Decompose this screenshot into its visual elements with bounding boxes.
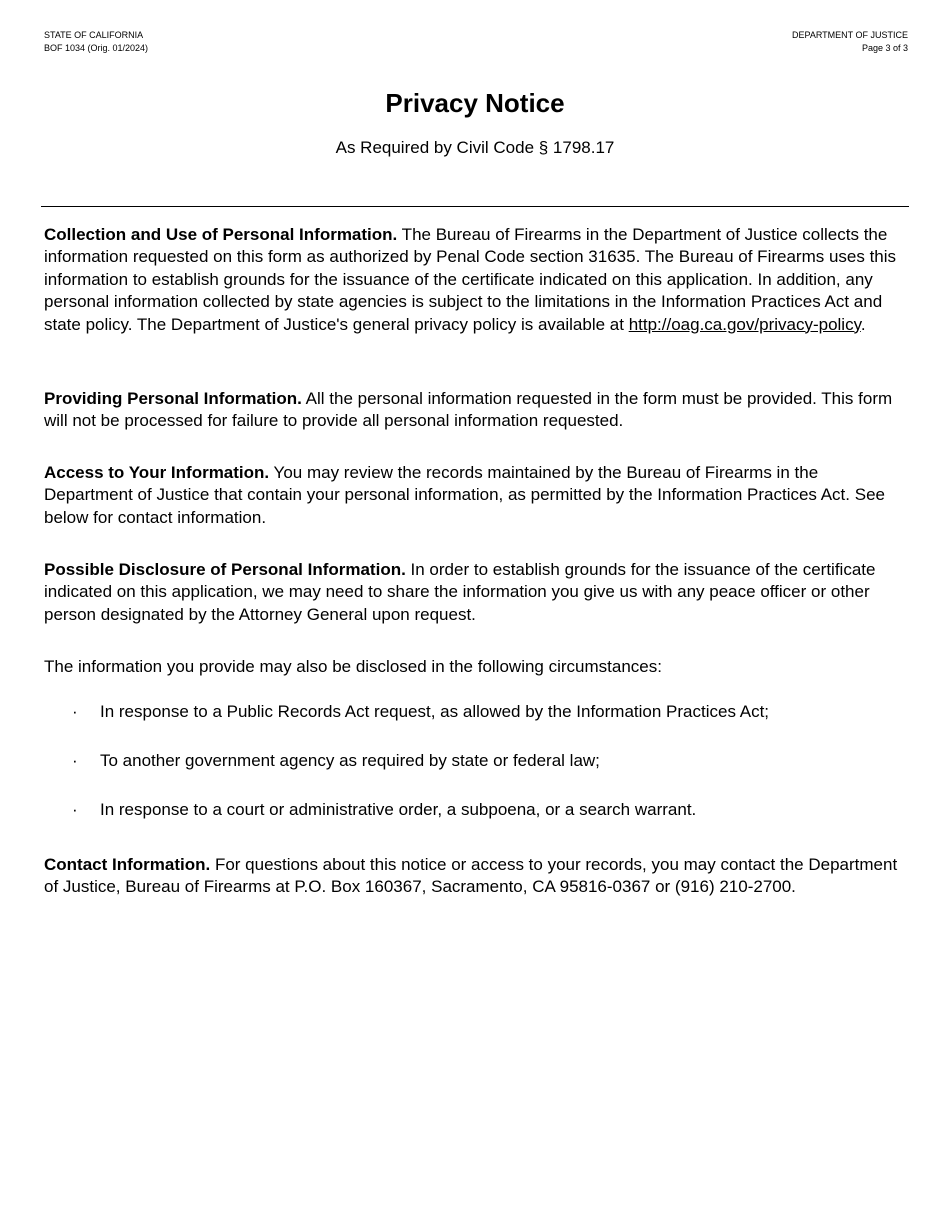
access-body: You may review the records maintained by the Bureau of Firearms in the Department of Justice that contain your personal information, as permitted by the Information Practices Act. See below for contact information. [44, 463, 885, 527]
bullet-icon: · [72, 702, 78, 721]
collection-heading: Collection and Use of Personal Information. [44, 225, 398, 244]
disclosure-heading: Possible Disclosure of Personal Information. [44, 560, 406, 579]
disclosure-section [44, 559, 908, 626]
circumstances-intro: The information you provide may also be disclosed in the following circumstances: [44, 657, 662, 676]
contact-section [44, 854, 908, 899]
page-subtitle: As Required by Civil Code § 1798.17 [335, 138, 615, 157]
form-header-right [792, 29, 908, 55]
bullet-text: In response to a court or administrative order, a subpoena, or a search warrant. [100, 800, 697, 819]
bullet-icon: · [72, 751, 78, 770]
collection-section [44, 224, 908, 336]
access-heading: Access to Your Information. [44, 463, 270, 482]
bullet-icon: · [72, 800, 78, 819]
collection-end: . [860, 314, 866, 334]
contact-body: For questions about this notice or access to your records, you may contact the Department of Justice, Bureau of Firearms at P.O. Box 160367, Sacramento, CA 95816-0367 or (916) 210-2700. [44, 855, 898, 897]
privacy-policy-link[interactable]: http://oag.ca.gov/privacy-policy [628, 314, 861, 334]
providing-body: All the personal information requested in the form must be provided. This form will not be processed for failure to provide all personal information requested. [44, 389, 893, 431]
bullet-text: In response to a Public Records Act request, as allowed by the Information Practices Act; [100, 702, 770, 721]
providing-section [44, 388, 908, 433]
form-id: BOF 1034 (Orig. 01/2024) [44, 43, 149, 53]
page-number: Page 3 of 3 [861, 43, 908, 53]
disclosure-body: In order to establish grounds for the issuance of the certificate indicated on this application, we may need to share the information you give us with any peace officer or other person designated by the Attorney General upon request. [44, 560, 876, 624]
horizontal-divider [41, 206, 909, 207]
form-header-left [44, 29, 148, 55]
state-label: STATE OF CALIFORNIA [44, 30, 144, 40]
providing-heading: Providing Personal Information. [44, 389, 302, 408]
page-title: Privacy Notice [385, 88, 565, 118]
department-label: DEPARTMENT OF JUSTICE [791, 30, 908, 40]
contact-heading: Contact Information. [44, 855, 211, 874]
collection-body: The Bureau of Firearms in the Department of Justice collects the information requested on this form as authorized by Penal Code section 31635. The Bureau of Firearms uses this information to establish grounds for the issuance of the certificate indicated on this application. In addition, any personal information collected by state agencies is subject to the limitations in the Information Practices Act and state policy. The Department of Justice's general privacy policy is available at [44, 225, 897, 334]
access-section [44, 462, 908, 529]
bullet-text: To another government agency as required by state or federal law; [100, 751, 600, 770]
